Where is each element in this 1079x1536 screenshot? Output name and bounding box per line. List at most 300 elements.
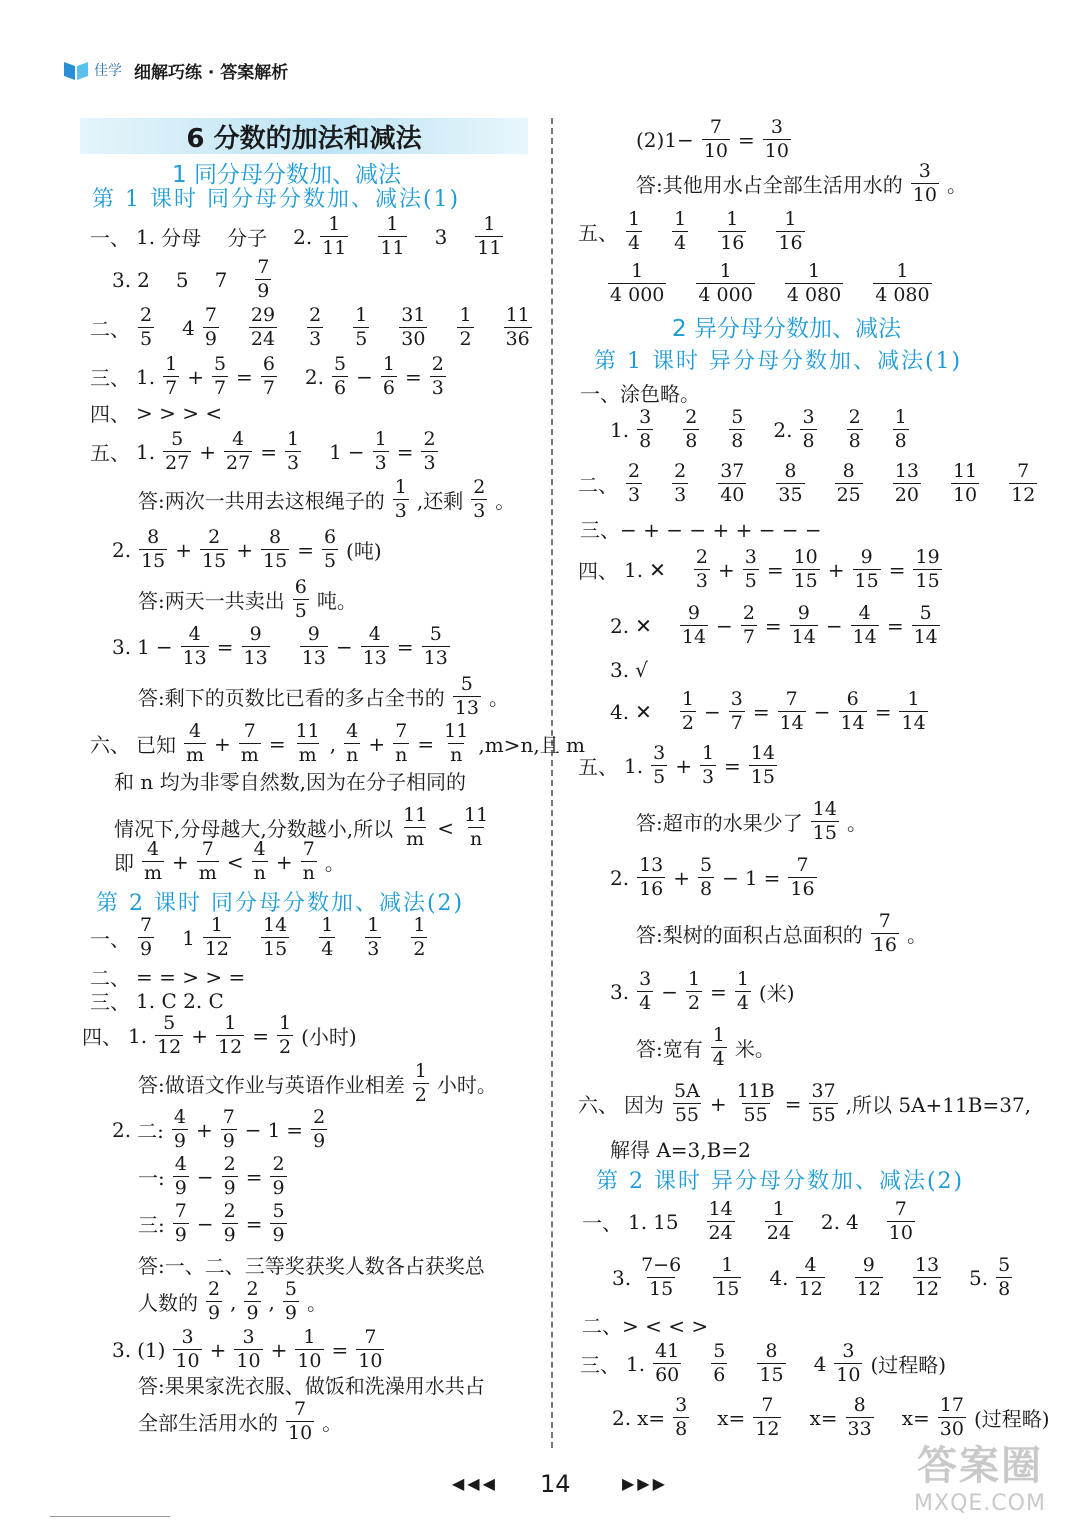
- text: 2.: [773, 417, 793, 442]
- text: 2: [137, 267, 150, 292]
- fraction: 11 36: [505, 304, 530, 350]
- answer-line: [138, 578, 357, 621]
- text: 分母: [161, 226, 202, 250]
- text: =: [216, 634, 234, 659]
- fraction: $\frac{1}{3}$: [287, 428, 300, 474]
- text: 五、: [578, 221, 618, 245]
- fraction: 1 5: [355, 304, 368, 350]
- fraction: 6 5: [294, 576, 307, 622]
- fraction: 1 24: [766, 1198, 791, 1244]
- fraction: 4 9: [173, 1106, 186, 1152]
- text: 1.: [628, 1209, 648, 1234]
- text: 答:一、二、三等奖获奖人数各占获奖总: [138, 1254, 485, 1278]
- fraction: 5 12: [157, 1012, 182, 1058]
- fraction: $\frac{1}{12}$: [218, 1012, 243, 1058]
- footer-rule: [50, 1516, 170, 1517]
- text: 即: [114, 851, 134, 875]
- text: 答:两天一共卖出: [138, 589, 285, 613]
- answer-line: [138, 1062, 497, 1105]
- text: 1.: [136, 224, 156, 249]
- text: 1.: [136, 439, 156, 464]
- section-title-2: 2 异分母分数加、减法: [672, 316, 901, 342]
- fraction: $\frac{10}{15}$: [793, 546, 818, 592]
- text: 5: [175, 267, 189, 292]
- fraction: 8 15: [759, 1340, 784, 1386]
- text: 四、: [82, 1025, 122, 1049]
- fraction: $\frac{1}{6}$: [382, 353, 395, 399]
- page-header: [62, 56, 288, 84]
- fraction: 1 2: [681, 688, 694, 734]
- fraction: $\frac{14}{15}$: [750, 742, 775, 788]
- text: 2.: [820, 1209, 841, 1234]
- fraction: $\frac{6}{14}$: [840, 688, 865, 734]
- text: −: [196, 1164, 214, 1189]
- header-title: 细解巧练 · 答案解析: [134, 62, 289, 83]
- answer-line: [90, 430, 440, 473]
- answer-line: [580, 1342, 946, 1385]
- answer-line: [610, 856, 819, 899]
- fraction: 3 4: [639, 968, 652, 1014]
- text: 4: [813, 1351, 827, 1376]
- fraction: 1 16: [720, 208, 745, 254]
- text: 。: [307, 1291, 327, 1315]
- fraction: $\frac{4}{27}$: [226, 428, 251, 474]
- fraction: $\frac{7}{m}$: [240, 720, 259, 766]
- text: +: [175, 537, 193, 562]
- text: 一、: [582, 1211, 622, 1235]
- text: x=: [901, 1405, 930, 1430]
- text: =: [752, 699, 770, 724]
- text: +: [209, 1337, 227, 1362]
- answer-line: [114, 840, 345, 883]
- text: −: [825, 613, 843, 638]
- text: 3.: [610, 658, 630, 682]
- fraction: 1 4: [674, 208, 687, 254]
- text: 15: [653, 1209, 679, 1234]
- fraction: 1 4: [628, 208, 641, 254]
- text: =: [784, 1091, 802, 1116]
- fraction: $\frac{2}{15}$: [202, 526, 227, 572]
- fraction: 2 3: [674, 460, 687, 506]
- fraction: $\frac{3}{10}$: [236, 1326, 261, 1372]
- fraction: 3 5: [653, 742, 666, 788]
- text: 一、: [90, 226, 130, 250]
- text: +: [675, 753, 692, 778]
- text: =: [268, 731, 286, 756]
- text: 一、涂色略。: [580, 382, 700, 406]
- text: 4: [182, 315, 195, 340]
- fraction: 31 30: [401, 304, 426, 350]
- text: +: [270, 1337, 288, 1362]
- text: > > > <: [136, 400, 223, 425]
- fraction: 4 m: [186, 720, 205, 766]
- fraction: 1 4 080: [786, 260, 842, 306]
- next-arrows-icon: ▶▶▶: [622, 1474, 668, 1493]
- fraction: 1 4 000: [698, 260, 753, 306]
- text: +: [236, 537, 253, 562]
- fraction: 2 9: [246, 1278, 259, 1324]
- fraction: 3 10: [912, 160, 937, 206]
- fraction: $\frac{7}{10}$: [358, 1326, 383, 1372]
- text: =: [252, 1023, 269, 1048]
- fraction: $\frac{11}{m}$: [295, 720, 320, 766]
- answer-line: [138, 1400, 342, 1443]
- fraction: 1 15: [715, 1254, 740, 1300]
- text: 1.: [136, 364, 156, 389]
- text: 4.: [610, 699, 630, 724]
- text: =: [710, 979, 727, 1004]
- fraction: $\frac{3}{5}$: [744, 546, 757, 592]
- text: 四、: [578, 559, 618, 583]
- fraction: $\frac{2}{3}$: [431, 353, 444, 399]
- fraction: 8 35: [778, 460, 803, 506]
- text: 和 n 均为非零自然数,因为在分子相同的: [114, 770, 466, 794]
- text: 1.: [128, 1023, 148, 1048]
- text: 已知: [136, 733, 176, 757]
- answer-line: [138, 675, 509, 718]
- answer-line: [90, 306, 534, 349]
- text: (1): [137, 1337, 166, 1362]
- text: 六、: [578, 1093, 618, 1117]
- answer-line: [578, 210, 807, 253]
- fraction: $\frac{11}{n}$: [444, 720, 469, 766]
- answer-line: [610, 604, 942, 647]
- answer-line: [610, 658, 648, 682]
- text: 3: [434, 224, 448, 249]
- fraction: 5 27: [165, 428, 190, 474]
- page-number: 14: [540, 1470, 571, 1498]
- text: 2.: [610, 865, 630, 890]
- fraction: 41 60: [655, 1340, 680, 1386]
- text: 1: [267, 1117, 281, 1142]
- text: (过程略): [870, 1353, 947, 1377]
- text: 六、: [90, 733, 130, 757]
- answer-line: [90, 398, 222, 427]
- text: −: [722, 865, 739, 890]
- text: 2.: [112, 1117, 132, 1142]
- text: =: [764, 613, 782, 638]
- text: 3.: [112, 1337, 132, 1362]
- fraction: $\frac{4}{14}$: [852, 602, 877, 648]
- text: x=: [809, 1405, 838, 1430]
- answer-line: [90, 916, 429, 959]
- fraction: 2 3: [473, 476, 486, 522]
- text: 2.: [112, 537, 132, 562]
- answer-line: [578, 548, 944, 591]
- fraction: 5 8: [731, 406, 744, 452]
- fraction: 1 16: [778, 208, 803, 254]
- fraction: 37 40: [720, 460, 745, 506]
- fraction: 7 9: [140, 914, 153, 960]
- fraction: $\frac{2}{9}$: [313, 1106, 326, 1152]
- text: =: [286, 1117, 304, 1142]
- fraction: 1 8: [894, 406, 907, 452]
- answer-line: [112, 528, 382, 571]
- text: =: [766, 557, 784, 582]
- watermark: [890, 1420, 1070, 1530]
- fraction: 9 13: [301, 623, 326, 669]
- fraction: 2 8: [685, 406, 698, 452]
- text: 一:: [138, 1166, 165, 1190]
- text: 1: [744, 865, 758, 890]
- text: =: [404, 364, 422, 389]
- text: 情况下,分母越大,分数越小,所以: [114, 817, 394, 841]
- text: −: [716, 613, 733, 638]
- text: 。: [946, 173, 967, 197]
- answer-line: [612, 1256, 1014, 1299]
- book-logo-icon: [62, 58, 90, 82]
- text: ,: [329, 731, 337, 756]
- text: 。: [488, 686, 509, 710]
- fraction: 2 3: [628, 460, 641, 506]
- fraction: $\frac{3}{10}$: [764, 116, 789, 162]
- fraction: 11 n: [464, 804, 489, 850]
- text: (2)1−: [636, 127, 694, 152]
- fraction: 14 15: [263, 914, 288, 960]
- text: 因为: [624, 1093, 664, 1117]
- lesson-title-1: 第 1 课时 同分母分数加、减法(1): [92, 187, 461, 212]
- fraction: $\frac{3}{8}$: [675, 1394, 688, 1440]
- text: =: [245, 1211, 263, 1236]
- fraction: 3 10: [175, 1326, 200, 1372]
- text: <: [437, 815, 455, 840]
- text: 1: [182, 925, 195, 950]
- fraction: $\frac{9}{14}$: [791, 602, 816, 648]
- fraction: $\frac{1}{3}$: [374, 428, 387, 474]
- fraction: 1 11: [380, 213, 405, 259]
- answer-line: [580, 514, 822, 543]
- answer-line: [114, 766, 466, 795]
- text: 分子: [227, 226, 268, 250]
- fraction: $\frac{9}{13}$: [243, 623, 268, 669]
- answer-line: [578, 744, 779, 787]
- fraction: 4 m: [144, 838, 163, 884]
- text: +: [673, 865, 691, 890]
- watermark-url: MXQE.COM: [914, 1491, 1046, 1516]
- answer-line: [606, 262, 934, 305]
- text: =: [331, 1337, 349, 1362]
- text: =: [763, 865, 781, 890]
- fraction: 1 11: [322, 213, 347, 259]
- text: =: [738, 127, 755, 152]
- text: (小时): [301, 1025, 357, 1049]
- text: +: [214, 731, 231, 756]
- text: ✕: [635, 699, 652, 724]
- text: +: [199, 439, 217, 464]
- text: 二、: [578, 473, 618, 497]
- text: ,: [268, 1289, 275, 1314]
- text: 5.: [969, 1265, 989, 1290]
- text: 4.: [769, 1265, 789, 1290]
- text: 三、: [90, 990, 130, 1014]
- fraction: $\frac{2}{9}$: [223, 1153, 236, 1199]
- fraction: 1 7: [165, 353, 178, 399]
- fraction: $\frac{1}{14}$: [901, 688, 926, 734]
- fraction: 5 9: [284, 1278, 297, 1324]
- fraction: 11 m: [403, 804, 428, 850]
- fraction: $\frac{5}{14}$: [913, 602, 938, 648]
- text: −: [661, 979, 678, 1004]
- text: 三、: [90, 366, 130, 390]
- fraction: 14 24: [708, 1198, 733, 1244]
- text: =: [886, 613, 904, 638]
- fraction: $\frac{4}{13}$: [362, 623, 387, 669]
- text: 答:果果家洗衣服、做饭和洗澡用水共占: [138, 1374, 485, 1398]
- text: x=: [637, 1405, 666, 1430]
- text: ,所以 5A+11B=37,: [845, 1093, 1032, 1117]
- fraction: 1 2: [413, 914, 426, 960]
- fraction: 13 16: [639, 854, 664, 900]
- fraction: 1 2: [459, 304, 472, 350]
- answer-line: [138, 1202, 289, 1245]
- text: 1.: [624, 557, 644, 582]
- text: 三、− + − − + + − − −: [580, 518, 822, 542]
- text: =: [888, 557, 906, 582]
- answer-line: [610, 1134, 751, 1163]
- answer-line: [138, 1280, 327, 1323]
- text: −: [347, 439, 365, 464]
- text: 二、: [90, 966, 130, 990]
- text: +: [717, 557, 735, 582]
- text: =: [396, 439, 414, 464]
- fraction: $\frac{7}{16}$: [790, 854, 815, 900]
- text: 3.: [612, 1265, 632, 1290]
- column-divider: [551, 118, 553, 1448]
- text: 答:其他用水占全部生活用水的: [636, 173, 903, 197]
- answer-line: [636, 800, 867, 843]
- text: =: [260, 439, 277, 464]
- text: +: [187, 364, 204, 389]
- fraction: $\frac{1}{3}$: [701, 742, 715, 788]
- fraction: $\frac{6}{5}$: [323, 526, 337, 572]
- text: 答:宽有: [636, 1037, 703, 1061]
- fraction: $\frac{4}{13}$: [182, 623, 207, 669]
- fraction: $\frac{5}{13}$: [423, 623, 448, 669]
- fraction: 4 12: [798, 1254, 823, 1300]
- fraction: 1 12: [204, 914, 230, 960]
- text: 。: [846, 811, 867, 835]
- text: =: [236, 364, 253, 389]
- fraction: 5 6: [334, 353, 347, 399]
- fraction: 1 4: [321, 914, 334, 960]
- fraction: 1 4 000: [610, 260, 665, 306]
- fraction: 1 3: [367, 914, 380, 960]
- fraction: 7 10: [888, 1198, 913, 1244]
- fraction: 8 25: [836, 460, 861, 506]
- answer-line: [580, 378, 700, 407]
- fraction: 13 20: [894, 460, 919, 506]
- text: −: [155, 634, 173, 659]
- fraction: 1 11: [477, 213, 502, 259]
- text: 小时。: [436, 1073, 497, 1097]
- fraction: $\frac{1}{2}$: [687, 968, 701, 1014]
- text: =: [396, 634, 414, 659]
- fraction: 1 3: [394, 476, 407, 522]
- text: 答:剩下的页数比已看的多占全书的: [138, 686, 445, 710]
- fraction: 2 5: [140, 304, 153, 350]
- answer-line: [112, 625, 452, 668]
- fraction: $\frac{8}{15}$: [263, 526, 288, 572]
- prev-arrows-icon: ◀◀◀: [452, 1474, 498, 1493]
- text: 答:两次一共用去这根绳子的: [138, 489, 385, 513]
- answer-line: [582, 1310, 708, 1339]
- answer-line: [610, 408, 911, 451]
- fraction: 5 13: [454, 673, 479, 719]
- fraction: $\frac{7}{n}$: [302, 838, 315, 884]
- text: 3.: [112, 634, 132, 659]
- answer-line: [138, 1155, 289, 1198]
- text: =: [874, 699, 892, 724]
- fraction: $\frac{11B}{55}$: [736, 1080, 775, 1126]
- fraction: 4 n: [253, 838, 266, 884]
- text: 1: [329, 439, 342, 464]
- fraction: $\frac{1}{2}$: [279, 1012, 292, 1058]
- fraction: 13 12: [914, 1254, 940, 1300]
- fraction: 7 16: [872, 910, 897, 956]
- text: x=: [717, 1405, 746, 1430]
- fraction: 3 8: [802, 406, 815, 452]
- text: 2.: [612, 1405, 632, 1430]
- answer-line: [90, 215, 505, 258]
- text: +: [195, 1117, 213, 1142]
- fraction: $\frac{37}{55}$: [811, 1080, 836, 1126]
- text: 吨。: [316, 589, 357, 613]
- text: 2.: [293, 224, 313, 249]
- text: ,: [230, 1289, 237, 1314]
- fraction: 2 8: [848, 406, 861, 452]
- answer-line: [578, 1082, 1031, 1125]
- fraction: 4 9: [174, 1153, 187, 1199]
- answer-line: [138, 478, 515, 521]
- fraction: $\frac{19}{15}$: [915, 546, 940, 592]
- fraction: 7 9: [257, 256, 270, 302]
- text: ,m>n,且 m: [478, 733, 585, 757]
- fraction: 9 12: [856, 1254, 881, 1300]
- fraction: $\frac{7}{m}$: [198, 838, 217, 884]
- fraction: 4 n: [346, 720, 359, 766]
- fraction: $\frac{5}{7}$: [213, 353, 227, 399]
- answer-line: [578, 462, 1039, 505]
- fraction: $\frac{2}{9}$: [272, 1153, 285, 1199]
- fraction: 3 10: [836, 1340, 861, 1386]
- fraction: $\frac{6}{7}$: [262, 353, 275, 399]
- text: = = > > =: [136, 964, 246, 989]
- answer-line: [610, 970, 795, 1013]
- text: +: [368, 731, 386, 756]
- text: ✕: [635, 613, 652, 638]
- chapter-title: 6 分数的加法和减法: [80, 118, 528, 154]
- text: ,还剩: [416, 489, 464, 513]
- fraction: $\frac{2}{7}$: [742, 602, 755, 648]
- fraction: 29 24: [250, 304, 276, 350]
- text: −: [813, 699, 831, 724]
- answer-line: [112, 1328, 386, 1371]
- fraction: $\frac{9}{15}$: [854, 546, 879, 592]
- fraction: 5A 55: [674, 1080, 700, 1126]
- answer-line: [90, 355, 448, 398]
- text: +: [191, 1023, 209, 1048]
- brand-name: 佳学: [94, 63, 122, 79]
- text: 4: [846, 1209, 859, 1234]
- text: 1.: [610, 417, 630, 442]
- text: 三:: [138, 1213, 165, 1237]
- text: 7: [214, 267, 228, 292]
- text: 2.: [610, 613, 630, 638]
- text: 1. C 2. C: [136, 988, 224, 1013]
- answer-line: [112, 258, 273, 301]
- fraction: $\frac{1}{4}$: [736, 968, 749, 1014]
- fraction: 7 12: [1011, 460, 1036, 506]
